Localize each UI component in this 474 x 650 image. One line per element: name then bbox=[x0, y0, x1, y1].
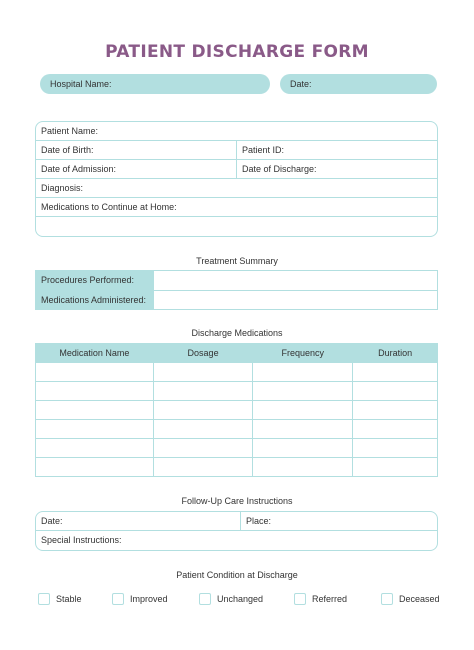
dob-field[interactable] bbox=[36, 141, 236, 159]
discharge-meds-title: Discharge Medications bbox=[191, 328, 283, 338]
checkbox[interactable] bbox=[38, 593, 50, 605]
condition-label: Improved bbox=[130, 594, 168, 604]
table-cell[interactable] bbox=[36, 420, 154, 439]
table-cell[interactable] bbox=[36, 363, 154, 382]
table-cell[interactable] bbox=[153, 439, 253, 458]
patient-info-box bbox=[35, 121, 438, 237]
followup-place-label: Place: bbox=[246, 516, 272, 526]
table-cell[interactable] bbox=[36, 401, 154, 420]
followup-title: Follow-Up Care Instructions bbox=[181, 496, 293, 506]
checkbox[interactable] bbox=[199, 593, 211, 605]
date-label: Date: bbox=[290, 79, 312, 89]
table-cell[interactable] bbox=[153, 420, 253, 439]
table-cell[interactable] bbox=[353, 401, 438, 420]
date-field[interactable] bbox=[280, 74, 437, 94]
condition-label: Deceased bbox=[399, 594, 440, 604]
table-cell[interactable] bbox=[153, 401, 253, 420]
table-cell[interactable] bbox=[36, 382, 154, 401]
col-frequency: Frequency bbox=[253, 344, 353, 363]
condition-deceased-option[interactable] bbox=[381, 592, 440, 606]
condition-improved-option[interactable] bbox=[112, 592, 168, 606]
condition-title: Patient Condition at Discharge bbox=[176, 570, 298, 580]
table-row bbox=[36, 420, 438, 439]
diagnosis-field[interactable] bbox=[36, 179, 437, 197]
followup-box bbox=[35, 511, 438, 551]
table-cell[interactable] bbox=[353, 458, 438, 477]
procedures-label: Procedures Performed: bbox=[36, 271, 154, 290]
checkbox[interactable] bbox=[112, 593, 124, 605]
table-cell[interactable] bbox=[253, 382, 353, 401]
special-instructions-field[interactable] bbox=[36, 531, 437, 550]
table-cell[interactable] bbox=[153, 458, 253, 477]
table-cell[interactable] bbox=[353, 382, 438, 401]
dob-label: Date of Birth: bbox=[41, 145, 94, 155]
patient-id-field[interactable] bbox=[236, 141, 437, 159]
followup-date-field[interactable] bbox=[36, 512, 240, 530]
table-cell[interactable] bbox=[253, 401, 353, 420]
col-medication-name: Medication Name bbox=[36, 344, 154, 363]
table-cell[interactable] bbox=[36, 458, 154, 477]
table-row bbox=[36, 439, 438, 458]
treatment-summary-title: Treatment Summary bbox=[196, 256, 278, 266]
table-cell[interactable] bbox=[353, 363, 438, 382]
table-cell[interactable] bbox=[253, 458, 353, 477]
table-cell[interactable] bbox=[353, 439, 438, 458]
form-title: PATIENT DISCHARGE FORM bbox=[105, 42, 369, 62]
diagnosis-label: Diagnosis: bbox=[41, 183, 84, 193]
hospital-name-label: Hospital Name: bbox=[50, 79, 112, 89]
table-cell[interactable] bbox=[153, 382, 253, 401]
administered-field[interactable] bbox=[154, 291, 437, 309]
table-row bbox=[36, 401, 438, 420]
col-dosage: Dosage bbox=[153, 344, 253, 363]
patient-name-field[interactable] bbox=[36, 122, 437, 140]
table-cell[interactable] bbox=[36, 439, 154, 458]
admission-date-field[interactable] bbox=[36, 160, 236, 178]
patient-id-label: Patient ID: bbox=[242, 145, 285, 155]
administered-label: Medications Administered: bbox=[36, 291, 154, 309]
condition-label: Unchanged bbox=[217, 594, 264, 604]
table-cell[interactable] bbox=[253, 363, 353, 382]
discharge-meds-table bbox=[35, 343, 438, 477]
table-row bbox=[36, 458, 438, 477]
checkbox[interactable] bbox=[381, 593, 393, 605]
meds-continue-label: Medications to Continue at Home: bbox=[41, 202, 177, 212]
table-cell[interactable] bbox=[153, 363, 253, 382]
table-row bbox=[36, 382, 438, 401]
condition-stable-option[interactable] bbox=[38, 592, 82, 606]
condition-unchanged-option[interactable] bbox=[199, 592, 263, 606]
followup-date-label: Date: bbox=[41, 516, 63, 526]
condition-referred-option[interactable] bbox=[294, 592, 347, 606]
special-instructions-label: Special Instructions: bbox=[41, 535, 122, 545]
discharge-date-label: Date of Discharge: bbox=[242, 164, 317, 174]
procedures-field[interactable] bbox=[154, 271, 437, 290]
discharge-date-field[interactable] bbox=[236, 160, 437, 178]
hospital-name-field[interactable] bbox=[40, 74, 270, 94]
meds-continue-extra-line[interactable] bbox=[36, 217, 437, 236]
checkbox[interactable] bbox=[294, 593, 306, 605]
table-cell[interactable] bbox=[253, 420, 353, 439]
col-duration: Duration bbox=[353, 344, 438, 363]
condition-label: Stable bbox=[56, 594, 82, 604]
meds-continue-field[interactable] bbox=[36, 198, 437, 216]
patient-name-label: Patient Name: bbox=[41, 126, 99, 136]
table-cell[interactable] bbox=[253, 439, 353, 458]
condition-label: Referred bbox=[312, 594, 348, 604]
followup-place-field[interactable] bbox=[240, 512, 437, 530]
table-row bbox=[36, 363, 438, 382]
table-cell[interactable] bbox=[353, 420, 438, 439]
treatment-summary-box bbox=[35, 270, 438, 310]
condition-options bbox=[0, 592, 474, 608]
admission-date-label: Date of Admission: bbox=[41, 164, 117, 174]
